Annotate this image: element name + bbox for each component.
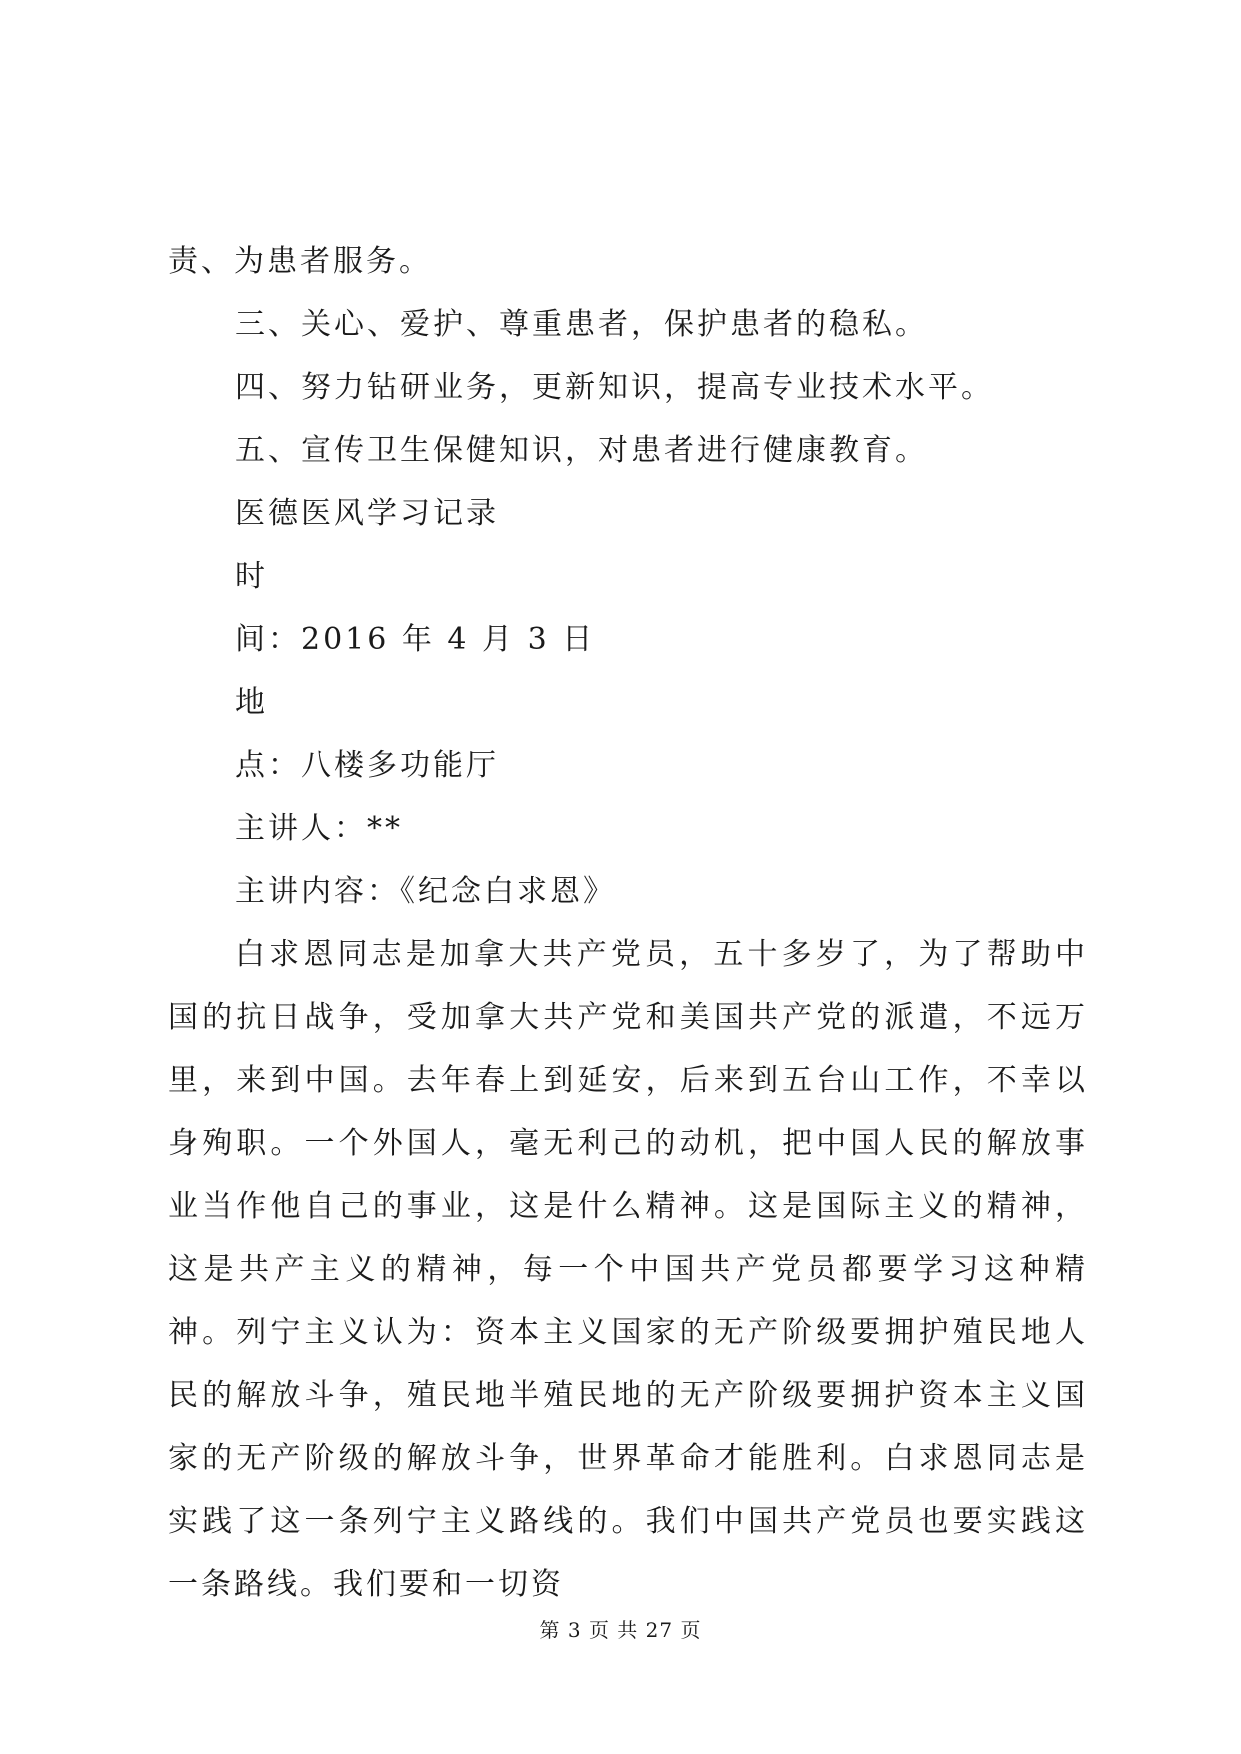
place-label: 地: [235, 685, 268, 720]
page-number-footer: 第 3 页 共 27 页: [539, 1618, 702, 1642]
body-paragraph: 白求恩同志是加拿大共产党员，五十多岁了，为了帮助中国的抗日战争，受加拿大共产党和美国共产党的派遣，不远万里，来到中国。去年春上到延安，后来到五台山工作，不幸以身殉职。一个外国人，毫无利己的动机，把中国人民的解放事业当作他自己的事业，这是什么精神。这是国际主义的精神，这是共产主义的精神，每一个中国共产党员都要学习这种精神。列宁主义认为：资本主义国家的无产阶级要拥护殖民地人民的解放斗争，殖民地半殖民地的无产阶级要拥护资本主义国家的无产阶级的解放斗争，世界革命才能胜利。白求恩同志是实践了这一条列宁主义路线的。我们中国共产党员也要实践这一条路线。我们要和一切资: [168, 937, 1088, 1602]
text-line-item-3: 三、关心、爱护、尊重患者，保护患者的稳私。: [235, 307, 928, 342]
document-body: [168, 230, 1088, 1616]
section-title: 医德医风学习记录: [235, 496, 499, 531]
topic-line: 主讲内容：《纪念白求恩》: [235, 874, 616, 909]
time-label: 时: [235, 559, 268, 594]
text-line-continuation: 责、为患者服务。: [168, 244, 432, 279]
time-value: 间：2016 年 4 月 3 日: [235, 622, 596, 657]
speaker-line: 主讲人：**: [235, 811, 403, 846]
text-line-item-4: 四、努力钻研业务，更新知识，提高专业技术水平。: [235, 370, 994, 405]
place-value: 点：八楼多功能厅: [235, 748, 499, 783]
text-line-item-5: 五、宣传卫生保健知识，对患者进行健康教育。: [235, 433, 928, 468]
